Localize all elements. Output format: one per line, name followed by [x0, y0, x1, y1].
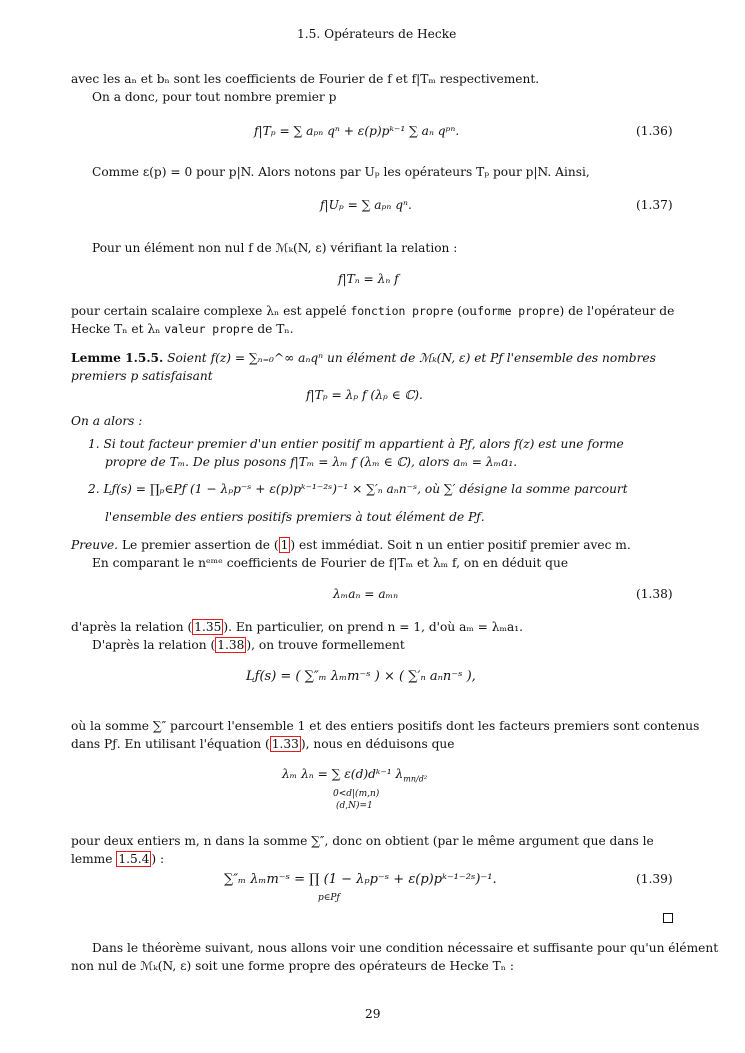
- text-line: pour deux entiers m, n dans la somme ∑″, donc on obtient (par le même argument que dans le: [71, 834, 654, 848]
- text-line: On a donc, pour tout nombre premier p: [92, 90, 337, 104]
- text-line: Pour un élément non nul f de ℳₖ(N, ε) vérifiant la relation :: [92, 241, 458, 255]
- equation-1-37: f|Uₚ = ∑ aₚₙ qⁿ.: [320, 198, 412, 212]
- text-line: pour certain scalaire complexe λₙ est appelé fonction propre (ouforme propre) de l'opérateur de: [71, 304, 675, 318]
- equation-number: (1.39): [636, 872, 673, 886]
- text-line: avec les aₙ et bₙ sont les coefficients de Fourier de f et f|Tₘ respectivement.: [71, 72, 540, 86]
- text-line: l'ensemble des entiers positifs premiers à tout élément de Pƒ.: [105, 510, 485, 524]
- lemma-equation: f|Tₚ = λₚ f (λₚ ∈ ℂ).: [306, 388, 423, 402]
- equation-1-38: λₘaₙ = aₘₙ: [333, 587, 399, 601]
- ref-link[interactable]: 1.33: [271, 737, 299, 751]
- text-line: dans Pƒ. En utilisant l'équation ( 1.33 ), nous en déduisons que: [71, 737, 455, 751]
- text-line: Hecke Tₙ et λₙ valeur propre de Tₙ.: [71, 322, 294, 336]
- product-index: p∈Pƒ: [318, 893, 340, 903]
- term-forme-propre: forme propre: [477, 304, 560, 318]
- text-line: non nul de ℳₖ(N, ε) soit une forme propre des opérateurs de Hecke Tₙ :: [71, 959, 515, 973]
- text-line: propre de Tₘ. De plus posons f|Tₘ = λₘ f (λₘ ∈ ℂ), alors aₘ = λₘa₁.: [105, 455, 518, 469]
- sum-condition: 0<d|(m,n): [333, 789, 380, 799]
- lemma-item-1: 1. Si tout facteur premier d'un entier positif m appartient à Pƒ, alors f(z) est une forme: [88, 437, 624, 451]
- ref-link[interactable]: 1.5.4: [118, 852, 150, 866]
- text-line: d'après la relation ( 1.35 ). En particulier, on prend n = 1, d'où aₘ = λₘa₁.: [71, 620, 523, 634]
- term-fonction-propre: fonction propre: [350, 304, 454, 318]
- proof-label: Preuve.: [71, 538, 119, 552]
- lemma-item-2: 2. Lƒ(s) = ∏ₚ∈Pƒ (1 − λₚp⁻ˢ + ε(p)pᵏ⁻¹⁻²ˢ)⁻¹ × ∑′ₙ aₙn⁻ˢ, où ∑′ désigne la somme parcourt: [88, 482, 628, 496]
- text-line: En comparant le nᵉᵐᵉ coefficients de Fourier de f|Tₘ et λₘ f, on en déduit que: [92, 556, 569, 570]
- ref-link[interactable]: 1.38: [217, 638, 245, 652]
- text-line: Dans le théorème suivant, nous allons voir une condition nécessaire et suffisante pour qu'un élément: [92, 941, 719, 955]
- ref-link[interactable]: 1.35: [194, 620, 222, 634]
- ref-link[interactable]: 1: [280, 538, 289, 552]
- equation-lambda-product: λₘ λₙ = ∑ ε(d)dᵏ⁻¹ $\lambda_{mn/d^2}$: [282, 767, 428, 784]
- text-line: D'après la relation ( 1.38 ), on trouve formellement: [92, 638, 405, 652]
- term-valeur-propre: valeur propre: [164, 322, 254, 336]
- sum-condition: (d,N)=1: [336, 801, 373, 811]
- equation-1-39: ∑″ₘ λₘm⁻ˢ = ∏ (1 − λₚp⁻ˢ + ε(p)pᵏ⁻¹⁻²ˢ)⁻¹.: [224, 872, 497, 887]
- equation-eigen: f|Tₙ = λₙ f: [338, 272, 399, 286]
- equation-lf: Lƒ(s) = ( ∑″ₘ λₘm⁻ˢ ) × ( ∑′ₙ aₙn⁻ˢ ),: [246, 669, 476, 684]
- lemma-statement: Lemme 1.5.5. Soient f(z) = ∑ₙ₌₀^∞ aₙqⁿ un élément de ℳₖ(N, ε) et Pƒ l'ensemble des nombres: [71, 351, 656, 365]
- text-line: où la somme ∑″ parcourt l'ensemble 1 et des entiers positifs dont les facteurs premiers sont contenus: [71, 719, 700, 733]
- equation-1-36: f|Tₚ = ∑ aₚₙ qⁿ + ε(p)pᵏ⁻¹ ∑ aₙ qᵖⁿ.: [254, 124, 460, 138]
- text-line: Comme ε(p) = 0 pour p|N. Alors notons par Uₚ les opérateurs Tₚ pour p|N. Ainsi,: [92, 165, 590, 179]
- equation-number: (1.38): [636, 587, 673, 601]
- equation-number: (1.36): [636, 124, 673, 138]
- text-line: On a alors :: [71, 414, 143, 428]
- text-line: lemme 1.5.4 ) :: [71, 852, 165, 866]
- qed-square-icon: [663, 913, 673, 923]
- running-header: 1.5. Opérateurs de Hecke: [297, 27, 457, 41]
- lemma-label: Lemme 1.5.5.: [71, 351, 164, 365]
- proof-line: Preuve. Le premier assertion de ( 1 ) est immédiat. Soit n un entier positif premier avec m.: [71, 538, 631, 552]
- page-number: 29: [365, 1007, 381, 1021]
- equation-number: (1.37): [636, 198, 673, 212]
- text-line: premiers p satisfaisant: [71, 369, 213, 383]
